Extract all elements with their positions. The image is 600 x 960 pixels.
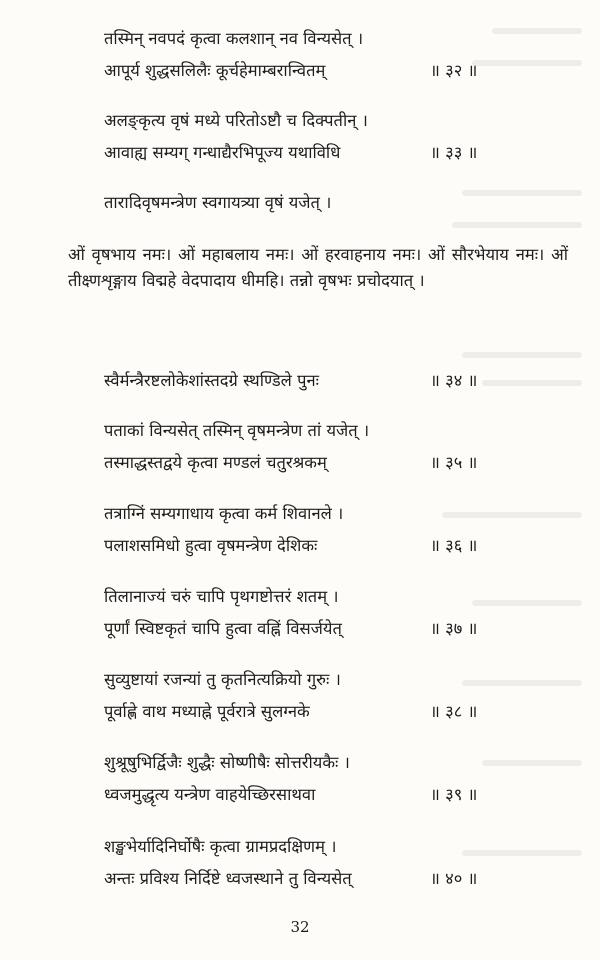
bleed-through-mark (482, 380, 582, 386)
verse-37-line-1: तिलानाज्यं चरुं चापि पृथगष्टोत्तरं शतम् । (104, 587, 339, 606)
bleed-through-mark (462, 352, 582, 358)
verse-36-line-1: तत्राग्निं सम्यगाधाय कृत्वा कर्म शिवानले । (104, 504, 344, 523)
verse-37-number: ॥ ३७ ॥ (430, 619, 478, 638)
verse-35-number: ॥ ३५ ॥ (430, 453, 478, 472)
verse-40-line-2: अन्तः प्रविश्य निर्दिष्टे ध्वजस्थाने तु विन्यसेत् (104, 869, 352, 888)
verse-32-number: ॥ ३२ ॥ (430, 61, 478, 80)
verse-38-line-2: पूर्वाह्णे वाथ मध्याह्ने पूर्वरात्रे सुलग्नके (104, 702, 310, 721)
verse-32-line-1: तस्मिन् नवपदं कृत्वा कलशान् नव विन्यसेत् । (104, 29, 364, 48)
bleed-through-mark (462, 190, 582, 196)
verse-39-number: ॥ ३९ ॥ (430, 785, 478, 804)
bleed-through-mark (472, 600, 582, 606)
verse-tara-line: तारादिवृषमन्त्रेण स्वगायत्र्या वृषं यजेत् । (104, 193, 332, 212)
verse-34-line-1: स्वैर्मन्त्रैरष्टलोकेशांस्तदग्रे स्थण्डिले पुनः (104, 371, 319, 390)
verse-32-line-2: आपूर्य शुद्धसलिलैः कूर्चहेमाम्बरान्वितम् (104, 61, 326, 80)
verse-33-line-2: आवाह्य सम्यग् गन्धाद्यैरभिपूज्य यथाविधि (104, 143, 341, 162)
verse-35-line-2: तस्माद्धस्तद्वये कृत्वा मण्डलं चतुरश्रकम् (104, 453, 327, 472)
bleed-through-mark (462, 850, 582, 856)
page-number: 32 (290, 918, 310, 936)
verse-40-line-1: शङ्खभेर्यादिनिर्घोषैः कृत्वा ग्रामप्रदक्षिणम् । (104, 837, 337, 856)
verse-33-line-1: अलङ्कृत्य वृषं मध्ये परितोऽष्टौ च दिक्पतीन् । (104, 111, 368, 130)
bleed-through-mark (482, 760, 582, 766)
verse-36-number: ॥ ३६ ॥ (430, 536, 478, 555)
bleed-through-mark (492, 28, 582, 34)
verse-37-line-2: पूर्णां स्विष्टकृतं चापि हुत्वा वह्निं विसर्जयेत् (104, 619, 342, 638)
verse-40-number: ॥ ४० ॥ (430, 869, 478, 888)
bleed-through-mark (452, 222, 582, 228)
verse-34-number: ॥ ३४ ॥ (430, 371, 478, 390)
verse-39-line-2: ध्वजमुद्धृत्य यन्त्रेण वाहयेच्छिरसाथवा (104, 785, 316, 804)
verse-39-line-1: शुश्रूषुभिर्द्विजैः शुद्धैः सोष्णीषैः सोत्तरीयकैः । (104, 753, 350, 772)
mantra-prose-paragraph: ओं वृषभाय नमः। ओं महाबलाय नमः। ओं हरवाहनाय नमः। ओं सौरभेयाय नमः। ओं तीक्ष्णशृङ्गाय विद्महे वेदपादाय धीमहि। तन्नो वृषभः प्रचोदयात् । (68, 245, 568, 290)
verse-38-number: ॥ ३८ ॥ (430, 702, 478, 721)
bleed-through-mark (442, 512, 582, 518)
bleed-through-mark (462, 680, 582, 686)
bleed-through-mark (472, 60, 582, 66)
verse-38-line-1: सुव्युष्टायां रजन्यां तु कृतनित्यक्रियो गुरुः । (104, 670, 341, 689)
verse-36-line-2: पलाशसमिधो हुत्वा वृषमन्त्रेण देशिकः (104, 536, 318, 555)
verse-33-number: ॥ ३३ ॥ (430, 143, 478, 162)
verse-35-line-1: पताकां विन्यसेत् तस्मिन् वृषमन्त्रेण तां यजेत् । (104, 421, 370, 440)
